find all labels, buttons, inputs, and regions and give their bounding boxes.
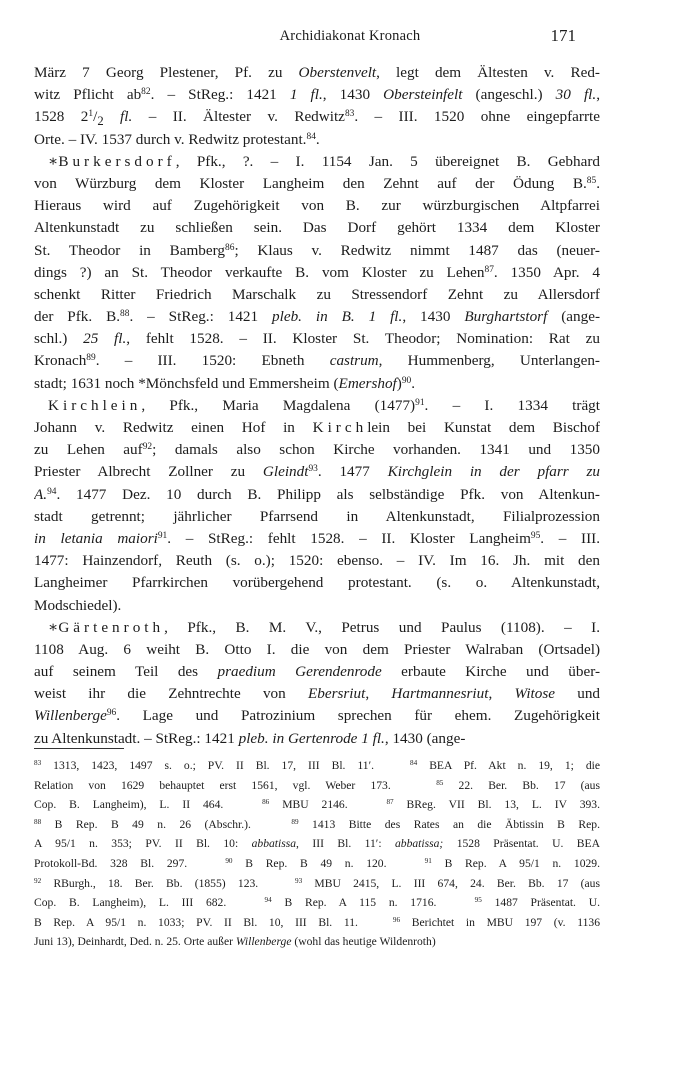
footnote-line: $^{88}$ B Rep. B 49 n. 26 (Abschr.). $^{89}$ 1413 Bitte des Rates an die Äbtissin B Rep. — [34, 817, 600, 831]
running-head — [34, 26, 666, 50]
text-line: Kronach$^{89}$. – III. 1520: Ebneth castrum, Hummenberg, Unterlangen- — [34, 352, 600, 370]
footnote-line: Protokoll-Bd. 328 Bl. 297. $^{90}$ B Rep. B 49 n. 120. $^{91}$ B Rep. A 95/1 n. 1029. — [34, 856, 600, 870]
text-line: Modschiedel). — [34, 596, 122, 614]
text-line: Kirchlein, Pfk., Maria Magdalena $(1477)^{91}$. – I. 1334 trägt — [48, 396, 600, 414]
footnote-line: Cop. B. Langheim), L. II 464. $^{86}$ MBU 2146. $^{87}$ BReg. VII Bl. 13, L. IV 393. — [34, 798, 600, 812]
text-line: witz Pflicht $ab^{82}$. – StReg.: 1421 1 fl., 1430 Obersteinfelt (angeschl.) 30 fl., — [34, 86, 600, 104]
text-line: stadt getrennt; jährlicher Pfarrsend in Altenkunstadt, Filialprozession — [34, 507, 600, 525]
footnote-line: A 95/1 n. 353; PV. II Bl. 10: abbatissa, III Bl. 11′: abbatissa; 1528 Präsentat. U. BEA — [34, 837, 600, 851]
text-line: Johann v. Redwitz einen Hof in Kirchlein bei Kunstat dem Bischof — [34, 419, 600, 436]
running-head-title: Archidiakonat Kronach — [279, 28, 421, 44]
text-line: Langheimer Pfarrkirchen vorübergehend protestant. (s. o. Altenkunstadt, — [34, 574, 600, 592]
footnotes — [34, 756, 600, 952]
footnote-line: Juni 13), Deinhardt, Ded. n. 25. Orte außer Willenberge (wohl das heutige Wildenroth) — [34, 935, 436, 949]
text-line: schenkt Ritter Friedrich Marschalk zu Stressendorf Zehnt zu Allersdorf — [34, 285, 600, 303]
text-line: weist ihr die Zehntrechte von Ebersriut, Hartmannesriut, Witose und — [34, 685, 600, 703]
text-line: in letania maiori$^{91}$. – StReg.: fehlt 1528. – II. Kloster Langheim$^{95}$. – III. — [34, 529, 600, 547]
text-line: auf seinem Teil des praedium Gerendenrode erbaute Kirche und über- — [34, 663, 600, 681]
text-line: 1477: Hainzendorf, Reuth (s. o.); 1520: ebenso. – IV. Im 16. Jh. mit den — [34, 552, 600, 570]
text-line: Priester Albrecht Zollner zu Gleindt$^{93}$. 1477 Kirchglein in der pfarr zu — [34, 463, 600, 481]
text-line: ∗Burkersdorf, Pfk., ?. – I. 1154 Jan. 5 übereignet B. Gebhard — [48, 152, 600, 170]
text-line: zu Altenkunstadt. – StReg.: 1421 pleb. in Gertenrode 1 fl., 1430 (ange- — [34, 729, 466, 747]
text-line: März 7 Georg Plestener, Pf. zu Oberstenvelt, legt dem Ältesten v. Red- — [34, 64, 600, 81]
footnote-line: Relation von 1629 behauptet erst 1561, vgl. Weber 173. $^{85}$ 22. Ber. Bb. 17 (aus — [34, 778, 600, 792]
footnote-line: B Rep. A 95/1 n. 1033; PV. II Bl. 10, III Bl. 11. $^{96}$ Berichtet in MBU 197 (v. 1136 — [34, 915, 600, 929]
text-line: 1108 Aug. 6 weiht B. Otto I. die von dem Priester Walraban (Ortsadel) — [34, 640, 600, 658]
footnote-line: Cop. B. Langheim), L. III 682. $^{94}$ B Rep. A 115 n. 1716. $^{95}$ 1487 Präsentat. U. — [34, 896, 600, 910]
text-line: der Pfk. B.$^{88}$. – StReg.: 1421 pleb. in B. 1 fl., 1430 Burghartstorf (ange- — [34, 308, 600, 326]
text-line: Hieraus wird auf Zugehörigkeit von B. zur würzburgischen Altpfarrei — [34, 197, 600, 215]
text-line: von Würzburg dem Kloster Langheim den Zehnt auf der Ödung B.$^{85}$. — [34, 174, 600, 192]
footnote-line: $^{83}$ 1313, 1423, 1497 s. o.; PV. II Bl. 17, III Bl. 11′. $^{84}$ BEA Pf. Akt n. 19, 1; die — [34, 759, 600, 772]
text-line: St. Theodor in Bamberg$^{86}$; Klaus v. Redwitz nimmt 1487 das (neuer- — [34, 241, 600, 259]
page-number: 171 — [550, 26, 576, 45]
footnote-rule — [34, 748, 124, 749]
text-line: dings ?) an St. Theodor verkaufte B. vom Kloster zu Lehen$^{87}$. 1350 Apr. 4 — [34, 263, 600, 281]
text-line: ∗Gärtenroth, Pfk., B. M. V., Petrus und Paulus (1108). – I. — [48, 618, 600, 636]
text-line: Altenkunstadt zu schließen sein. Das Dorf gehört 1334 dem Kloster — [34, 219, 600, 237]
footnote-line: $^{92}$ RBurgh., 18. Ber. Bb. (1855) 123. $^{93}$ MBU 2415, L. III 674, 24. Ber. Bb. 17 (aus — [34, 876, 600, 890]
text-line: schl.) 25 fl., fehlt 1528. – II. Kloster St. Theodor; Nomination: Rat zu — [34, 330, 600, 348]
text-line: Willenberge$^{96}$. Lage und Patrozinium sprechen für ehem. Zugehörigkeit — [34, 707, 600, 725]
text-line: 1528 $2^1/_2$ fl. – II. Ältester v. Redwitz$^{83}$. – III. 1520 ohne eingepfarrte — [34, 108, 600, 129]
main-text — [34, 62, 600, 750]
text-line: Orte. – IV. 1537 durch v. Redwitz protestant.$^{84}$. — [34, 130, 320, 148]
text-line: zu Lehen auf$^{92}$; damals also schon Kirche vorhanden. 1341 und 1350 — [34, 441, 600, 459]
text-line: A.$^{94}$. 1477 Dez. 10 durch B. Philipp als selbständige Pfk. von Altenkun- — [34, 485, 600, 503]
text-line: stadt; 1631 noch *Mönchsfeld und Emmersheim (Emershof)$^{90}$. — [34, 374, 416, 392]
